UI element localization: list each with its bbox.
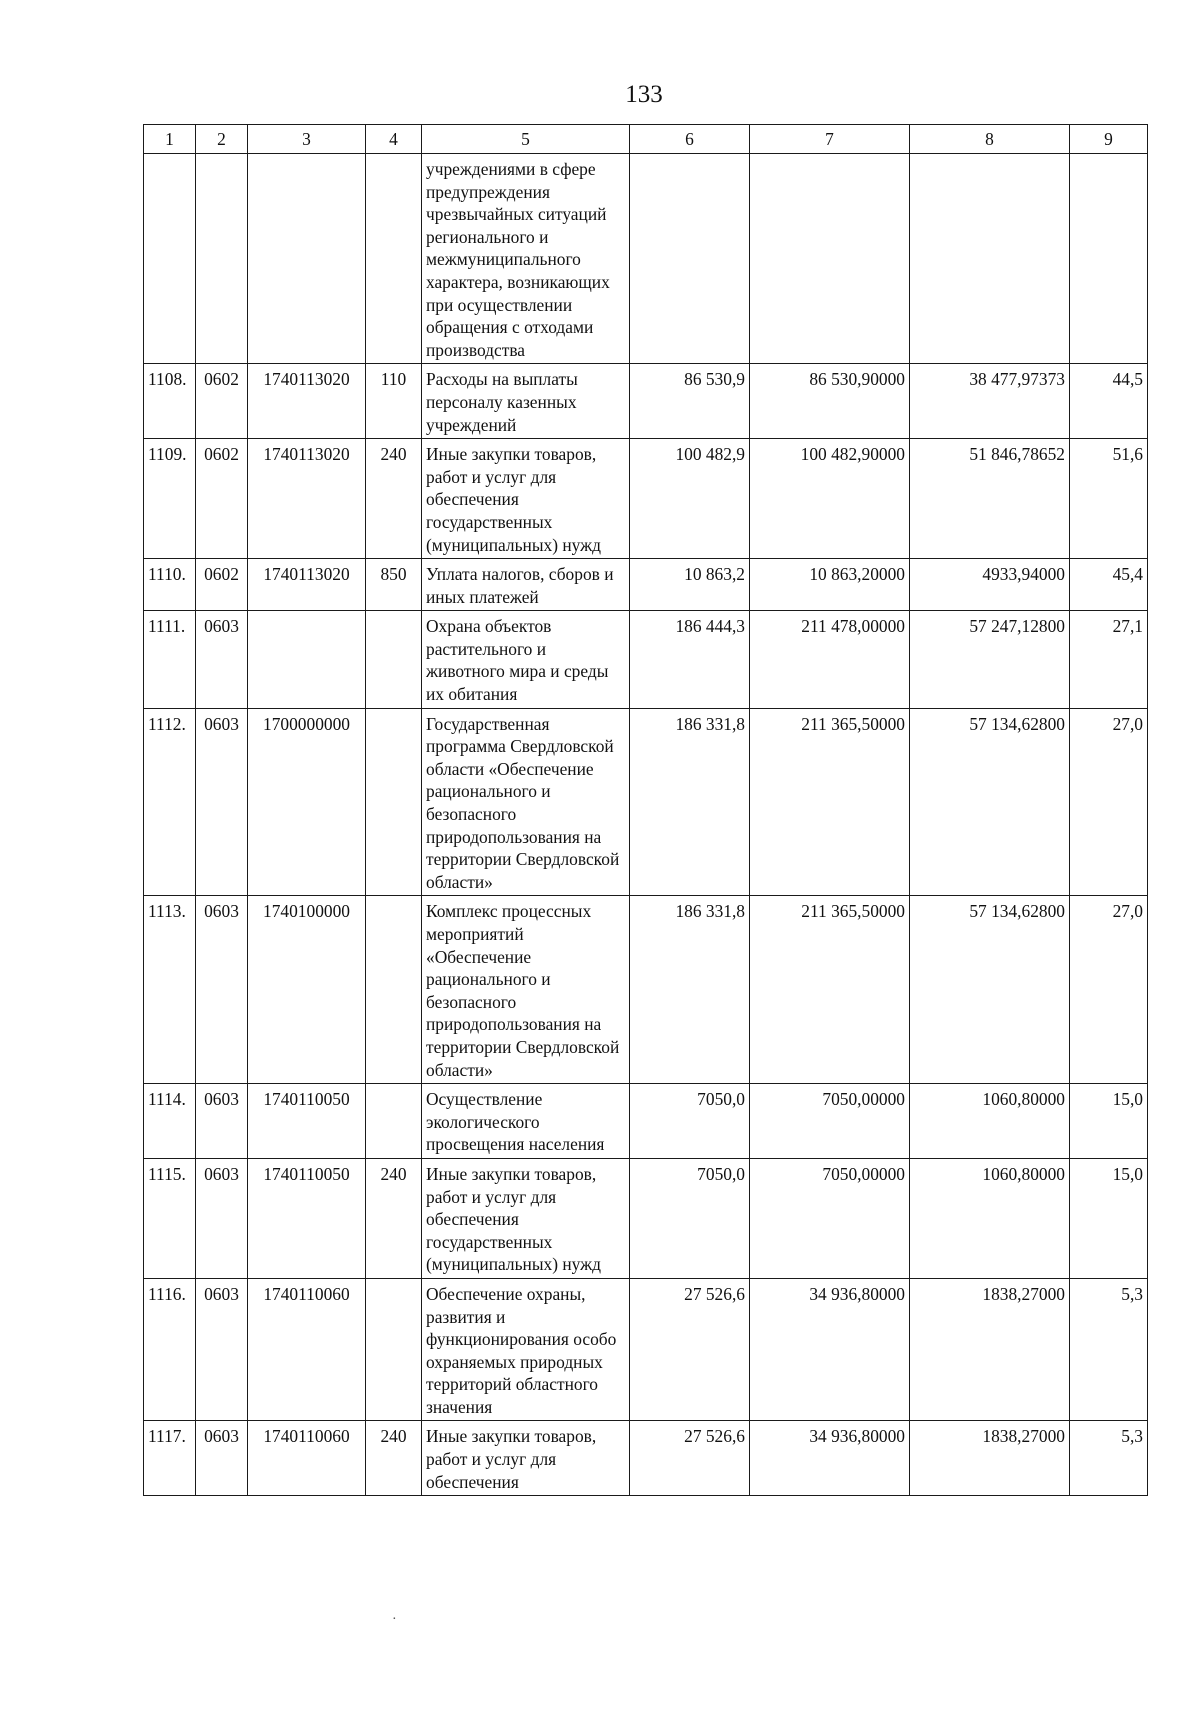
cell-expense-type-code: 850 — [366, 559, 422, 611]
cell-description: Обеспечение охраны, развития и функционирования особо охраняемых природных территорий областного значения — [422, 1278, 630, 1421]
cell-refined-amount: 211 478,00000 — [750, 611, 910, 708]
cell-col-9 — [1070, 154, 1148, 364]
cell-target-code: 1740110050 — [248, 1158, 366, 1278]
cell-refined-amount: 10 863,20000 — [750, 559, 910, 611]
header-row — [144, 125, 1148, 154]
table-row — [144, 439, 1148, 559]
cell-col-4 — [366, 154, 422, 364]
cell-execution-percent: 27,0 — [1070, 896, 1148, 1084]
cell-description: Комплекс процессных мероприятий «Обеспечение рационального и безопасного природопользования на территории Свердловской области» — [422, 896, 630, 1084]
column-header-8: 8 — [910, 125, 1070, 154]
column-header-7: 7 — [750, 125, 910, 154]
table-row — [144, 896, 1148, 1084]
column-header-9: 9 — [1070, 125, 1148, 154]
cell-approved-amount: 186 444,3 — [630, 611, 750, 708]
cell-refined-amount: 34 936,80000 — [750, 1278, 910, 1421]
cell-col-3 — [248, 154, 366, 364]
cell-approved-amount: 27 526,6 — [630, 1278, 750, 1421]
cell-approved-amount: 186 331,8 — [630, 708, 750, 896]
cell-row-number: 1108. — [144, 364, 196, 439]
cell-description: Уплата налогов, сборов и иных платежей — [422, 559, 630, 611]
cell-expense-type-code — [366, 611, 422, 708]
cell-col-7 — [750, 154, 910, 364]
cell-refined-amount: 34 936,80000 — [750, 1421, 910, 1496]
cell-col-6 — [630, 154, 750, 364]
cell-expense-type-code — [366, 896, 422, 1084]
cell-section-code: 0603 — [196, 1158, 248, 1278]
cell-approved-amount: 100 482,9 — [630, 439, 750, 559]
cell-col-1 — [144, 154, 196, 364]
column-header-2: 2 — [196, 125, 248, 154]
cell-executed-amount: 1060,80000 — [910, 1158, 1070, 1278]
cell-executed-amount: 57 134,62800 — [910, 708, 1070, 896]
column-header-1: 1 — [144, 125, 196, 154]
cell-executed-amount: 1060,80000 — [910, 1084, 1070, 1159]
cell-execution-percent: 27,1 — [1070, 611, 1148, 708]
cell-description: Иные закупки товаров, работ и услуг для обеспечения государственных (муниципальных) нужд — [422, 439, 630, 559]
cell-execution-percent: 15,0 — [1070, 1084, 1148, 1159]
cell-executed-amount: 4933,94000 — [910, 559, 1070, 611]
cell-expense-type-code — [366, 708, 422, 896]
cell-row-number: 1112. — [144, 708, 196, 896]
cell-description: Иные закупки товаров, работ и услуг для обеспечения — [422, 1421, 630, 1496]
cell-expense-type-code — [366, 1084, 422, 1159]
cell-section-code: 0603 — [196, 1084, 248, 1159]
budget-table — [143, 124, 1148, 1496]
cell-description: Государственная программа Свердловской области «Обеспечение рационального и безопасного природопользования на территории Свердловской области» — [422, 708, 630, 896]
cell-target-code: 1740113020 — [248, 364, 366, 439]
cell-approved-amount: 7050,0 — [630, 1084, 750, 1159]
cell-approved-amount: 27 526,6 — [630, 1421, 750, 1496]
cell-row-number: 1109. — [144, 439, 196, 559]
cell-target-code: 1740110060 — [248, 1421, 366, 1496]
cell-col-2 — [196, 154, 248, 364]
cell-executed-amount: 51 846,78652 — [910, 439, 1070, 559]
cell-row-number: 1113. — [144, 896, 196, 1084]
cell-section-code: 0603 — [196, 708, 248, 896]
cell-execution-percent: 5,3 — [1070, 1278, 1148, 1421]
cell-refined-amount: 100 482,90000 — [750, 439, 910, 559]
cell-row-number: 1111. — [144, 611, 196, 708]
cell-description: Иные закупки товаров, работ и услуг для обеспечения государственных (муниципальных) нужд — [422, 1158, 630, 1278]
cell-row-number: 1110. — [144, 559, 196, 611]
cell-expense-type-code: 240 — [366, 439, 422, 559]
cell-target-code: 1740113020 — [248, 439, 366, 559]
cell-section-code: 0602 — [196, 439, 248, 559]
cell-section-code: 0603 — [196, 896, 248, 1084]
cell-target-code: 1740110060 — [248, 1278, 366, 1421]
cell-row-number: 1117. — [144, 1421, 196, 1496]
cell-target-code: 1740100000 — [248, 896, 366, 1084]
cell-execution-percent: 15,0 — [1070, 1158, 1148, 1278]
table-body — [144, 154, 1148, 1496]
cell-approved-amount: 186 331,8 — [630, 896, 750, 1084]
column-header-6: 6 — [630, 125, 750, 154]
cell-expense-type-code — [366, 1278, 422, 1421]
cell-col-8 — [910, 154, 1070, 364]
cell-target-code: 1740110050 — [248, 1084, 366, 1159]
column-header-4: 4 — [366, 125, 422, 154]
column-header-3: 3 — [248, 125, 366, 154]
cell-executed-amount: 1838,27000 — [910, 1421, 1070, 1496]
table-row — [144, 1158, 1148, 1278]
cell-target-code: 1740113020 — [248, 559, 366, 611]
table-row — [144, 1421, 1148, 1496]
table-row — [144, 364, 1148, 439]
cell-refined-amount: 7050,00000 — [750, 1158, 910, 1278]
cell-refined-amount: 7050,00000 — [750, 1084, 910, 1159]
cell-description: Осуществление экологического просвещения населения — [422, 1084, 630, 1159]
cell-row-number: 1114. — [144, 1084, 196, 1159]
cell-execution-percent: 27,0 — [1070, 708, 1148, 896]
cell-refined-amount: 211 365,50000 — [750, 896, 910, 1084]
table-row — [144, 1084, 1148, 1159]
cell-section-code: 0603 — [196, 1278, 248, 1421]
cell-approved-amount: 86 530,9 — [630, 364, 750, 439]
cell-approved-amount: 10 863,2 — [630, 559, 750, 611]
scan-speck: · — [392, 1612, 397, 1627]
cell-execution-percent: 44,5 — [1070, 364, 1148, 439]
cell-refined-amount: 211 365,50000 — [750, 708, 910, 896]
column-header-5: 5 — [422, 125, 630, 154]
table-row — [144, 559, 1148, 611]
table-row — [144, 1278, 1148, 1421]
cell-target-code: 1700000000 — [248, 708, 366, 896]
cell-executed-amount: 57 247,12800 — [910, 611, 1070, 708]
table-row — [144, 708, 1148, 896]
cell-description: Расходы на выплаты персоналу казенных учреждений — [422, 364, 630, 439]
cell-execution-percent: 51,6 — [1070, 439, 1148, 559]
cell-section-code: 0603 — [196, 1421, 248, 1496]
cell-execution-percent: 5,3 — [1070, 1421, 1148, 1496]
cell-executed-amount: 1838,27000 — [910, 1278, 1070, 1421]
cell-executed-amount: 38 477,97373 — [910, 364, 1070, 439]
page-number: 133 — [625, 81, 663, 108]
table-row — [144, 611, 1148, 708]
cell-execution-percent: 45,4 — [1070, 559, 1148, 611]
cell-section-code: 0602 — [196, 559, 248, 611]
cell-section-code: 0602 — [196, 364, 248, 439]
cell-description: Охрана объектов растительного и животного мира и среды их обитания — [422, 611, 630, 708]
cell-description: учреждениями в сфере предупреждения чрезвычайных ситуаций регионального и межмуниципального характера, возникающих при осуществлении обращения с отходами производства — [422, 154, 630, 364]
cell-expense-type-code: 240 — [366, 1158, 422, 1278]
cell-row-number: 1115. — [144, 1158, 196, 1278]
cell-target-code — [248, 611, 366, 708]
cell-expense-type-code: 110 — [366, 364, 422, 439]
cell-row-number: 1116. — [144, 1278, 196, 1421]
cell-expense-type-code: 240 — [366, 1421, 422, 1496]
continuation-row — [144, 154, 1148, 364]
cell-section-code: 0603 — [196, 611, 248, 708]
cell-approved-amount: 7050,0 — [630, 1158, 750, 1278]
cell-executed-amount: 57 134,62800 — [910, 896, 1070, 1084]
cell-refined-amount: 86 530,90000 — [750, 364, 910, 439]
